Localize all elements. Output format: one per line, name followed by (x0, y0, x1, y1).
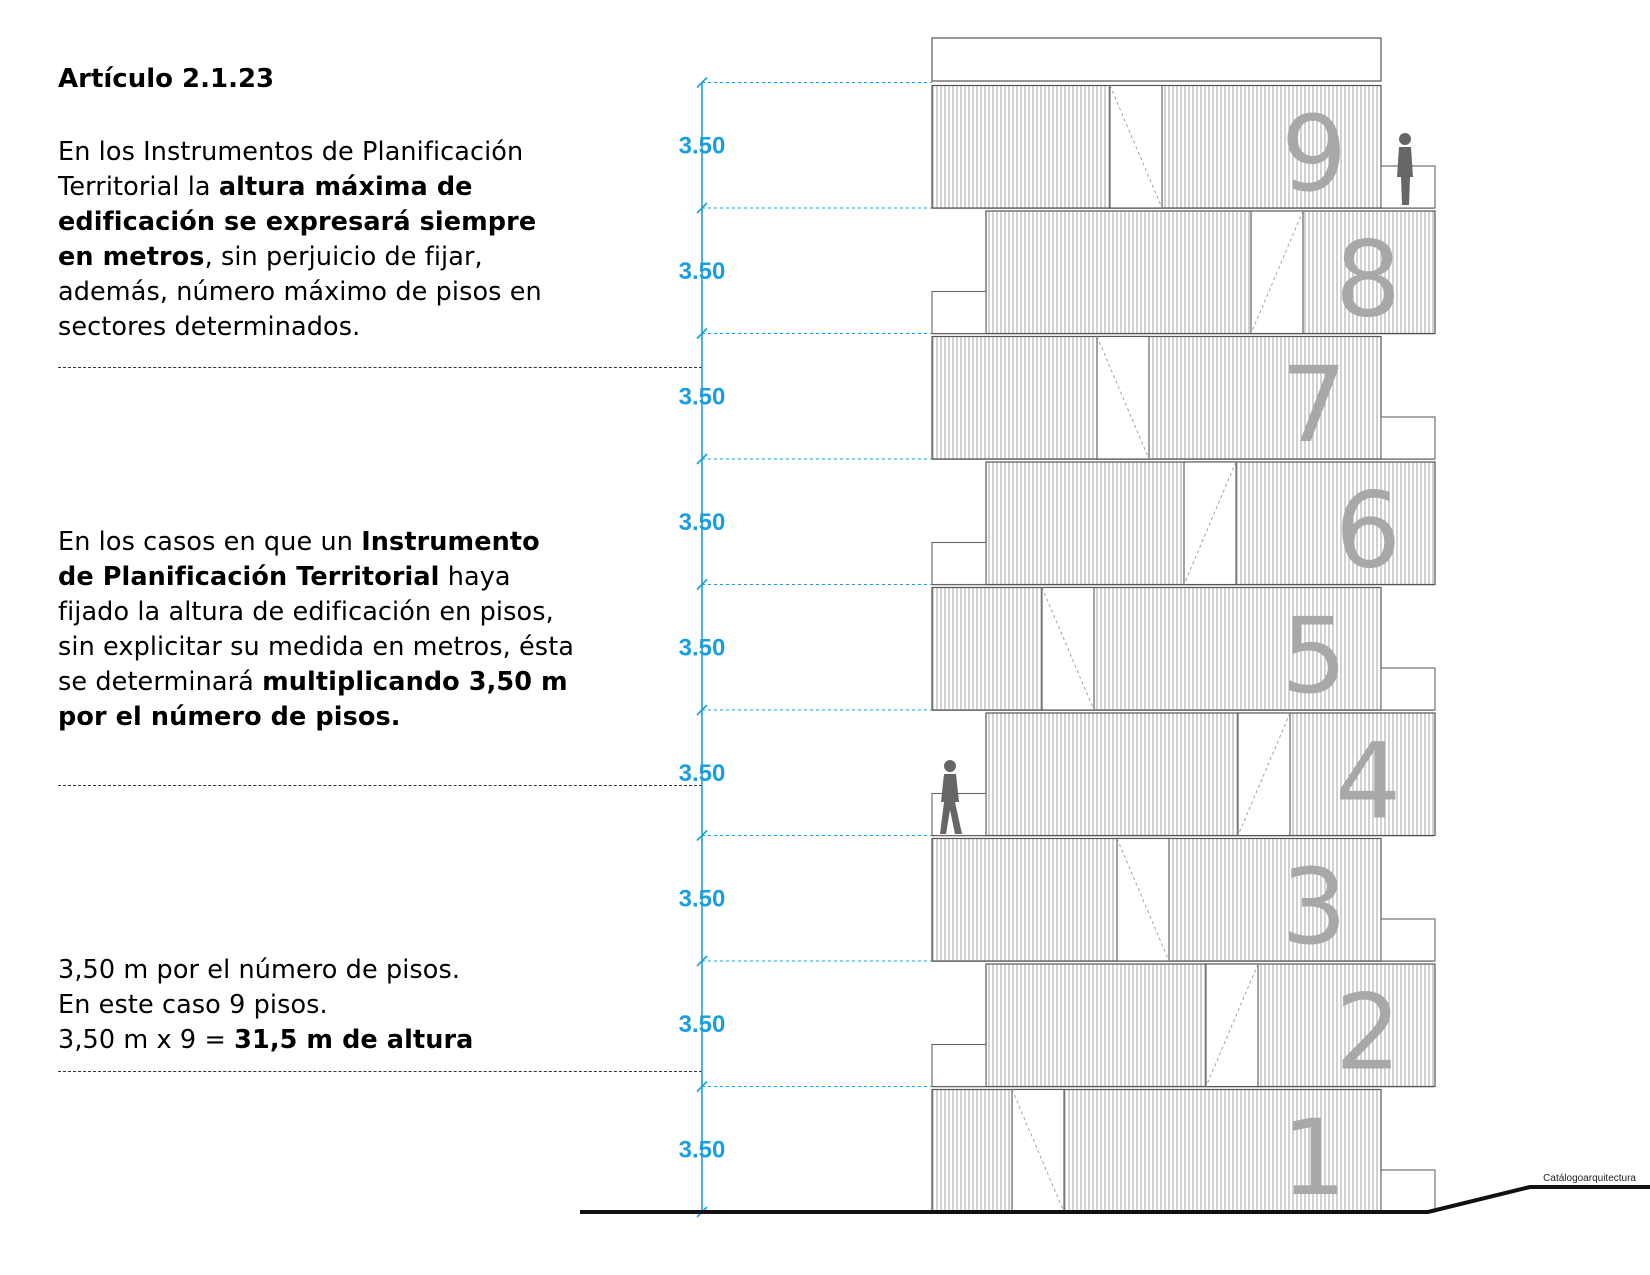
floor-2 (932, 964, 1435, 1094)
floor-1 (932, 1090, 1435, 1220)
floor-number: 5 (1281, 595, 1348, 717)
terrace-parapet (932, 292, 986, 334)
para2-bold-1: Instrumento de Planificación Territorial (58, 527, 540, 592)
floor-3 (932, 839, 1435, 969)
floor-5 (932, 588, 1435, 718)
floor-9 (932, 86, 1435, 216)
terrace-parapet (1381, 417, 1435, 459)
para2-bold-2: multiplicando 3,50 m por el número de pisos. (58, 667, 568, 732)
height-dimension (679, 203, 932, 334)
floor-number: 9 (1281, 93, 1348, 215)
height-label: 3.50 (678, 257, 726, 285)
height-label: 3.50 (678, 132, 726, 160)
height-dimension (679, 329, 932, 460)
example-result: 31,5 m de altura (234, 1025, 474, 1055)
floor-4 (932, 713, 1435, 843)
floor-number: 3 (1281, 846, 1348, 968)
para1-text-1: En los Instrumentos de Planificación Territorial la (58, 137, 524, 202)
floor-number: 2 (1335, 971, 1402, 1094)
height-label: 3.50 (678, 508, 726, 536)
height-label: 3.50 (678, 1136, 726, 1164)
terrace-parapet (1381, 668, 1435, 710)
example-line-3-prefix: 3,50 m x 9 = (58, 1025, 235, 1055)
roof-parapet (932, 38, 1381, 81)
floor-number: 6 (1335, 469, 1402, 592)
para2-text-1: En los casos en que un (58, 527, 362, 557)
height-label: 3.50 (678, 634, 726, 662)
example-line-2: En este caso 9 pisos. (58, 990, 328, 1020)
para2-text-2: haya fijado la altura de edificación en pisos, sin explicitar su medida en metros, ésta se determinará (58, 562, 575, 697)
height-dimension (679, 580, 932, 711)
height-label: 3.50 (678, 759, 726, 787)
dimension-layer (679, 78, 932, 1218)
credit-label: Catálogoarquitectura (1543, 1173, 1636, 1184)
height-dimension (679, 956, 932, 1087)
height-dimension (679, 705, 932, 836)
height-label: 3.50 (678, 885, 726, 913)
para1-bold-1: altura máxima de edificación se expresará siempre en metros (58, 172, 537, 272)
floor-number: 1 (1281, 1097, 1348, 1219)
height-dimension (679, 78, 932, 209)
terrace-parapet (1381, 1170, 1435, 1212)
floors-layer (932, 38, 1435, 1219)
floor-6 (932, 462, 1435, 592)
terrace-parapet (932, 543, 986, 585)
example-line-1: 3,50 m por el número de pisos. (58, 955, 461, 985)
floor-number: 8 (1335, 218, 1402, 341)
floor-number: 4 (1335, 720, 1402, 843)
terrace-parapet (932, 1045, 986, 1087)
height-dimension (679, 1082, 932, 1213)
height-label: 3.50 (678, 383, 726, 411)
height-dimension (679, 831, 932, 962)
terrace-parapet (1381, 919, 1435, 961)
article-title: Artículo 2.1.23 (58, 64, 275, 94)
floor-7 (932, 337, 1435, 467)
height-dimension (679, 454, 932, 585)
floor-8 (932, 211, 1435, 341)
height-label: 3.50 (678, 1010, 726, 1038)
floor-number: 7 (1281, 344, 1348, 466)
para1-text-2: , sin perjuicio de fijar, además, número máximo de pisos en sectores determinados. (58, 242, 542, 342)
